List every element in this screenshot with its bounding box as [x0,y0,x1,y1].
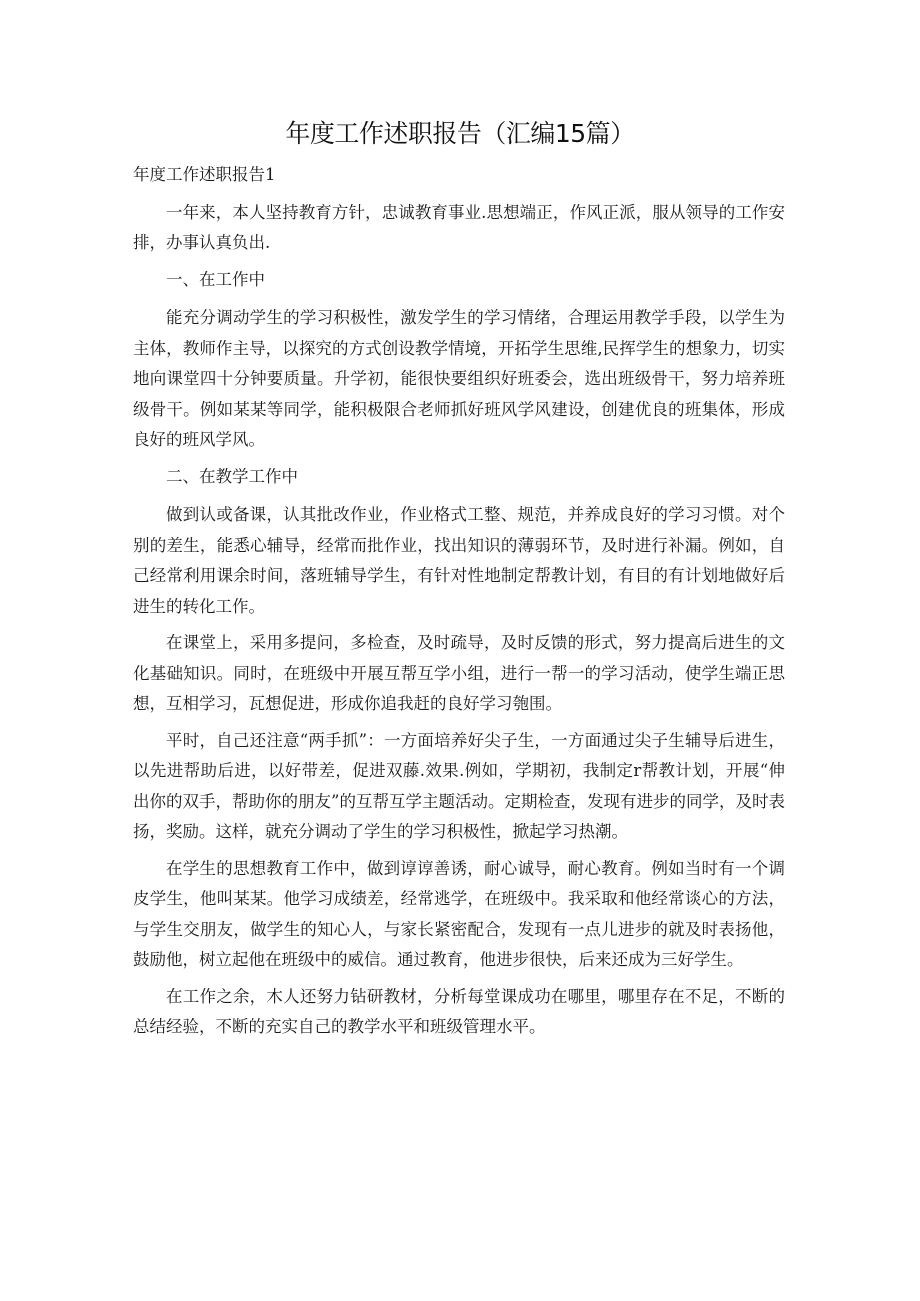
section-heading-1: 一、在工作中 [166,269,265,289]
section-heading-2: 二、在教学工作中 [166,466,298,486]
paragraph: 做到认或备课，认其批改作业，作业格式工整、规范，并养成良好的学习习惯。对个别的差生，能悉心辅导，经常而批作业，找出知识的薄弱环节，及时进行补漏。例如，自己经常利用课余时间，落班辅导学生，有针对性地制定帮教计划，有目的有计划地做好后进生的转化工作。 [133,505,785,616]
paragraph: 平时，自己还注意“两手抓”：一方面培养好尖子生，一方面通过尖子生辅导后进生，以先进帮助后进，以好带差，促进双藤.效果.例如，学期初，我制定r帮教计划，开展“伸出你的双手，帮助你的朋友”的互帮互学主题活动。定期检查，发现有进步的同学，及时表扬，奖励。这样，就充分调动了学生的学习积极性，掀起学习热潮。 [133,730,785,841]
paragraph: 在课堂上，采用多提问，多检查，及时疏导，及时反馈的形式，努力提高后进生的文化基础知识。同时，在班级中开展互帮互学小组，进行一帮一的学习活动，使学生端正思想，互相学习，瓦想促进，形成你追我赶的良好学习匏围。 [133,633,785,713]
document-body [133,160,785,1049]
document-title: 年度工作述职报告（汇编15篇） [285,119,635,148]
paragraph: 在学生的思想教育工作中，做到谆谆善诱，耐心诚导，耐心教育。例如当时有一个调皮学生，他叫某某。他学习成绩差，经常逃学，在班级中。我采取和他经常谈心的方法，与学生交朋友，做学生的知心人，与家长紧密配合，发现有一点儿进步的就及时表扬他，鼓励他，树立起他在班级中的威信。通过教育，他进步很快，后来还成为三好学生。 [133,858,785,969]
section-subtitle: 年度工作述职报告1 [133,165,276,184]
paragraph: 在工作之余，木人还努力钻研教材，分析每堂课成功在哪里，哪里存在不足，不断的总结经验，不断的充实自己的教学水平和班级管理水平。 [133,986,785,1036]
paragraph-intro: 一年来，本人坚持教育方针，忠诚教育事业.思想端正，作风正派，服从领导的工作安排，办事认真负出. [133,202,785,252]
paragraph: 能充分调动学生的学习积极性，激发学生的学习情绪，合理运用教学手段，以学生为主体，教师作主导，以探究的方式创设教学情境，开拓学生思维,民挥学生的想象力，切实地向课堂四十分钟要质量。升学初，能很快要组织好班委会，选出班级骨干，努力培养班级骨干。例如某某等同学，能积极限合老师抓好班风学风建设，创建优良的班集体，形成良好的班风学风。 [133,308,785,449]
